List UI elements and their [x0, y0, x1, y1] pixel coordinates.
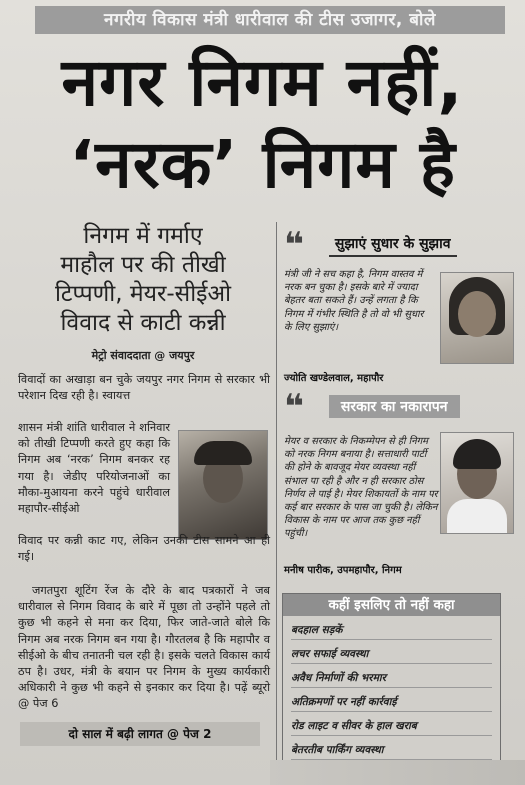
deck-line: विवाद से काटी कन्नी [60, 310, 226, 336]
deputy-mayor-quote: मेयर व सरकार के निकम्मेपन से ही निगम को नरक निगम बनाया है। सत्ताधारी पार्टी की होने के बावजूद मेयर व्यवस्था नहीं संभाल पा रही है और न ही सरकार ठोस निर्णय ले पाई है। मेयर शिकायतों के नाम पर कई बार सरकार के पास जा चुकी है। लेकिन विकास के नाम पर आज तक कुछ नहीं पहुंची। [284, 436, 438, 540]
body-shape [447, 499, 507, 533]
quote-mark-icon: ❝ [284, 386, 304, 427]
quote-mark-icon: ❝ [284, 224, 304, 265]
article-paragraph: विवादों का अखाड़ा बन चुके जयपुर नगर निगम से सरकार भी परेशान दिख रही है। स्वायत्त [18, 373, 270, 403]
hair-shape [194, 441, 252, 465]
suggestion-header [284, 224, 514, 265]
kicker: नगरीय विकास मंत्री धारीवाल की टीस उजागर, बोले [35, 6, 505, 34]
article-paragraph: जगतपुरा शूटिंग रेंज के दौरे के बाद पत्रकारों ने जब धारीवाल से निगम विवाद के बारे में पूछा तो उन्होंने पहले तो कुछ भी कहने से मना कर दिया, फिर जाते-जाते बोले कि निगम अब नरक निगम बन गया है। गौरतलब है कि महापौर व सीईओ के बीच तनातनी चल रही है। इसके चलते विकास कार्य ठप है। उधर, मंत्री के बयान पर निगम के मुख्य कार्यकारी अधिकारी ने कुछ भी कहने से इनकार कर दिया है। पढ़ें ब्यूरो @ पेज 6 [18, 584, 270, 711]
byline: मेट्रो संवाददाता @ जयपुर [91, 349, 195, 362]
hair-shape [453, 439, 501, 469]
minister-photo [178, 430, 268, 540]
article-paragraph: शासन मंत्री शांति धारीवाल ने शनिवार को तीखी टिप्पणी करते हुए कहा कि निगम अब ‘नरक’ निगम बनकर रह गया है। जेडीए परियोजनाओं का मौका-मुआयना करने पहुंचे धारीवाल महापौर-सीईओ [18, 421, 170, 516]
govt-header [284, 386, 514, 427]
continued-link[interactable]: दो साल में बढ़ी लागत @ पेज 2 [20, 722, 260, 746]
reasons-box-title: कहीं इसलिए तो नहीं कहा [283, 594, 500, 616]
reason-item: अतिक्रमणों पर नहीं कार्रवाई [291, 693, 492, 712]
headline-line-1: नगर निगम नहीं, [61, 44, 464, 121]
deck [14, 222, 272, 338]
deck-line: निगम में गर्माए [83, 223, 203, 249]
page-edge-shadow [270, 760, 525, 785]
article-paragraph: विवाद पर कन्नी काट गए, लेकिन उनकी टीस सामने आ ही गई। [18, 534, 270, 564]
mayor-name: ज्योति खण्डेलवाल, महापौर [284, 373, 384, 384]
deck-line: माहौल पर की तीखी [60, 252, 226, 278]
headline-line-2: ‘नरक’ निगम है [69, 126, 456, 203]
column-divider [276, 222, 277, 762]
reason-item: बेतरतीब पार्किंग व्यवस्था [291, 741, 492, 760]
mayor-photo [440, 272, 514, 364]
govt-title: सरकार का नकारापन [329, 395, 460, 418]
deputy-mayor-name: मनीष पारीक, उपमहापौर, निगम [284, 565, 402, 576]
reason-item: अवैध निर्माणों की भरमार [291, 669, 492, 688]
reason-item: रोड लाइट व सीवर के हाल खराब [291, 717, 492, 736]
reason-item: बदहाल सड़कें [291, 621, 492, 640]
reasons-box [282, 593, 501, 763]
mayor-quote: मंत्री जी ने सच कहा है, निगम वास्तव में नरक बन चुका है। इसके बारे में ज्यादा बेहतर बता सकते हैं। उन्हें लगता है कि निगम में गंभीर स्थिति है तो वो भी सुधार के लिए सुझाएं। [284, 269, 424, 333]
deputy-mayor-photo [440, 432, 514, 534]
face-shape [458, 291, 496, 337]
deck-line: टिप्पणी, मेयर-सीईओ [54, 281, 232, 307]
reason-item: लचर सफाई व्यवस्था [291, 645, 492, 664]
suggestion-title: सुझाएं सुधार के सुझाव [329, 232, 457, 257]
